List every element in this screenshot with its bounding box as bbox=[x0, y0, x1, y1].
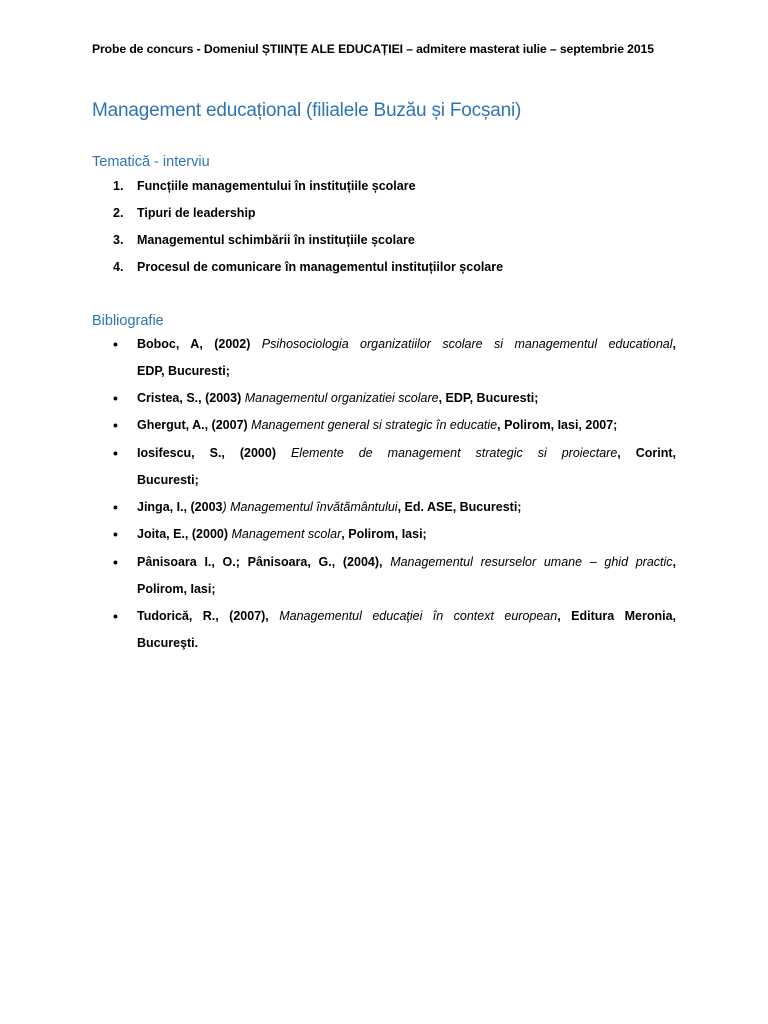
bullet-glyph: • bbox=[113, 554, 118, 570]
entry-title: Managementul resurselor umane – ghid practic bbox=[390, 555, 673, 569]
entry-line: Polirom, Iasi; bbox=[137, 582, 216, 596]
bullet-glyph: • bbox=[113, 499, 118, 515]
entry-title: Elemente de management strategic si proiectare bbox=[290, 446, 618, 460]
bullet-glyph: • bbox=[113, 417, 118, 433]
entry-publisher: , Polirom, Iasi, 2007; bbox=[497, 418, 618, 432]
entry-publisher: , Polirom, Iasi; bbox=[341, 527, 427, 541]
entry-publisher: , EDP, Bucuresti; bbox=[438, 391, 539, 405]
entry-line bbox=[137, 549, 676, 576]
entry-author: Tudorică, R., bbox=[137, 609, 230, 623]
bibliography-entry bbox=[113, 331, 676, 385]
entry-author: Cristea, S., bbox=[137, 391, 206, 405]
entry-line bbox=[137, 385, 676, 412]
bullet-glyph: • bbox=[113, 608, 118, 624]
entry-title: Managementul educaţiei în context european bbox=[279, 609, 558, 623]
entry-line bbox=[137, 331, 676, 358]
entry-publisher: , Corint, bbox=[617, 446, 676, 460]
list-item-number: 1. bbox=[113, 179, 124, 193]
entry-line: EDP, Bucuresti; bbox=[137, 364, 230, 378]
entry-line bbox=[137, 603, 676, 630]
page-header: Probe de concurs - Domeniul ȘTIINȚE ALE EDUCAȚIEI – admitere masterat iulie – septembrie 2015 bbox=[92, 42, 654, 56]
entry-line bbox=[137, 494, 676, 521]
bullet-glyph: • bbox=[113, 445, 118, 461]
list-item bbox=[113, 179, 416, 193]
entry-line: Bucuresti; bbox=[137, 473, 199, 487]
entry-publisher: , bbox=[672, 555, 677, 569]
document-title: Management educațional (filialele Buzău și Focșani) bbox=[92, 100, 522, 121]
list-item-number: 2. bbox=[113, 206, 124, 220]
list-item-number: 3. bbox=[113, 233, 124, 247]
bibliography-entry bbox=[113, 385, 676, 412]
entry-author: Ghergut, A., bbox=[137, 418, 212, 432]
list-item-text: Tipuri de leadership bbox=[137, 206, 256, 220]
entry-line: Bucureşti. bbox=[137, 636, 199, 650]
entry-year: (2003 bbox=[190, 500, 223, 514]
bibliography-entry bbox=[113, 494, 676, 521]
entry-year: (2000) bbox=[191, 527, 232, 541]
bullet-glyph: • bbox=[113, 336, 118, 352]
tematica-heading: Tematică - interviu bbox=[92, 154, 210, 170]
list-item bbox=[113, 206, 256, 220]
bullet-glyph: • bbox=[113, 526, 118, 542]
list-item-text: Funcțiile managementului în instituțiile școlare bbox=[137, 179, 416, 193]
list-item-text: Procesul de comunicare în managementul instituțiilor școlare bbox=[137, 260, 504, 274]
bibliography-entry bbox=[113, 440, 676, 494]
entry-year: (2007) bbox=[211, 418, 252, 432]
entry-year: (2000) bbox=[224, 446, 291, 460]
entry-author: Pânisoara I., O.; Pânisoara, G., ( bbox=[137, 555, 348, 569]
entry-publisher: , Ed. ASE, Bucuresti; bbox=[397, 500, 522, 514]
entry-year: 2004), bbox=[347, 555, 391, 569]
list-item-text: Managementul schimbării în instituțiile școlare bbox=[137, 233, 415, 247]
list-item bbox=[113, 233, 415, 247]
bibliography-entry bbox=[113, 521, 676, 548]
entry-title: Managementul organizatiei scolare bbox=[244, 391, 439, 405]
entry-publisher: , bbox=[672, 337, 676, 351]
entry-author: Jinga, I., bbox=[137, 500, 191, 514]
bibliography-entry bbox=[113, 549, 677, 603]
list-item bbox=[113, 260, 503, 274]
entry-line bbox=[137, 521, 676, 548]
entry-title: Management general si strategic în educatie bbox=[251, 418, 498, 432]
entry-year: (2003) bbox=[205, 391, 245, 405]
entry-year: (2007), bbox=[229, 609, 280, 623]
bibliography-entry bbox=[113, 603, 677, 657]
entry-title: Management scolar bbox=[231, 527, 342, 541]
entry-title: Psihosociologia organizatiilor scolare si managementul educational bbox=[261, 337, 673, 351]
entry-line bbox=[137, 440, 676, 467]
bullet-glyph: • bbox=[113, 390, 118, 406]
entry-author: Boboc, A bbox=[137, 337, 200, 351]
entry-title: ) Managementul învătământului bbox=[222, 500, 398, 514]
list-item-number: 4. bbox=[113, 260, 124, 274]
entry-year: , (2002) bbox=[199, 337, 262, 351]
entry-line bbox=[137, 412, 676, 439]
bibliography-entry bbox=[113, 412, 676, 439]
entry-author: Iosifescu, S., bbox=[137, 446, 225, 460]
entry-publisher: , Editura Meronia, bbox=[557, 609, 677, 623]
bibliografie-heading: Bibliografie bbox=[92, 313, 164, 329]
entry-author: Joita, E., bbox=[137, 527, 192, 541]
